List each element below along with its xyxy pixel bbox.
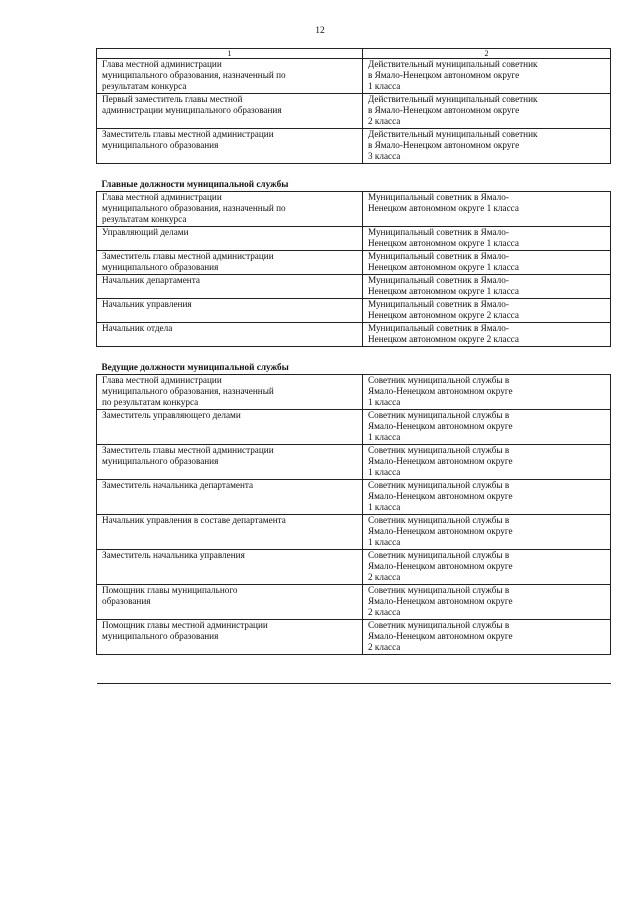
table-row [97, 620, 611, 655]
table-row [97, 94, 611, 129]
position-cell: Заместитель главы местной администрации муниципального образования [97, 129, 363, 164]
rank-cell: Муниципальный советник в Ямало- Ненецком автономном округе 1 класса [363, 227, 611, 251]
rank-cell: Муниципальный советник в Ямало- Ненецком автономном округе 1 класса [363, 192, 611, 227]
column-number: 1 [97, 49, 363, 59]
section-heading-row [97, 164, 611, 192]
positions-table [96, 48, 611, 684]
column-number: 2 [363, 49, 611, 59]
position-cell: Помощник главы муниципального образования [97, 585, 363, 620]
positions-table-body [97, 49, 611, 684]
position-cell: Заместитель главы местной администрации муниципального образования [97, 445, 363, 480]
position-cell: Глава местной администрации муниципального образования, назначенный по результатам конкурса [97, 192, 363, 227]
table-row [97, 445, 611, 480]
rank-cell: Советник муниципальной службы в Ямало-Ненецком автономном округе 1 класса [363, 445, 611, 480]
rank-cell: Советник муниципальной службы в Ямало-Ненецком автономном округе 2 класса [363, 550, 611, 585]
position-cell: Начальник отдела [97, 323, 363, 347]
table-row [97, 550, 611, 585]
table-row [97, 480, 611, 515]
table-row [97, 129, 611, 164]
rank-cell: Советник муниципальной службы в Ямало-Ненецком автономном округе 1 класса [363, 515, 611, 550]
section-heading-row [97, 347, 611, 375]
rank-cell: Муниципальный советник в Ямало- Ненецком автономном округе 2 класса [363, 299, 611, 323]
table-row [97, 410, 611, 445]
position-cell: Заместитель управляющего делами [97, 410, 363, 445]
rank-cell: Действительный муниципальный советник в Ямало-Ненецком автономном округе 1 класса [363, 59, 611, 94]
rank-cell: Муниципальный советник в Ямало- Ненецком автономном округе 1 класса [363, 251, 611, 275]
position-cell: Заместитель главы местной администрации муниципального образования [97, 251, 363, 275]
table-row [97, 227, 611, 251]
table-row [97, 585, 611, 620]
rank-cell: Советник муниципальной службы в Ямало-Ненецком автономном округе 1 класса [363, 410, 611, 445]
section-heading: Ведущие должности муниципальной службы [97, 347, 611, 375]
table-row [97, 375, 611, 410]
rank-cell: Действительный муниципальный советник в Ямало-Ненецком автономном округе 2 класса [363, 94, 611, 129]
position-cell: Глава местной администрации муниципального образования, назначенный по результатам конкурса [97, 59, 363, 94]
rank-cell: Советник муниципальной службы в Ямало-Ненецком автономном округе 1 класса [363, 480, 611, 515]
rank-cell: Муниципальный советник в Ямало- Ненецком автономном округе 1 класса [363, 275, 611, 299]
empty-cell [97, 655, 611, 684]
position-cell: Начальник департамента [97, 275, 363, 299]
position-cell: Помощник главы местной администрации муниципального образования [97, 620, 363, 655]
table-row [97, 59, 611, 94]
column-number-row [97, 49, 611, 59]
position-cell: Заместитель начальника управления [97, 550, 363, 585]
rank-cell: Советник муниципальной службы в Ямало-Ненецком автономном округе 1 класса [363, 375, 611, 410]
rank-cell: Советник муниципальной службы в Ямало-Ненецком автономном округе 2 класса [363, 585, 611, 620]
table-bottom-gap [97, 655, 611, 684]
table-row [97, 515, 611, 550]
table-row [97, 251, 611, 275]
table-row [97, 192, 611, 227]
rank-cell: Советник муниципальной службы в Ямало-Ненецком автономном округе 2 класса [363, 620, 611, 655]
table-row [97, 299, 611, 323]
position-cell: Заместитель начальника департамента [97, 480, 363, 515]
position-cell: Управляющий делами [97, 227, 363, 251]
rank-cell: Муниципальный советник в Ямало- Ненецком автономном округе 2 класса [363, 323, 611, 347]
position-cell: Начальник управления в составе департамента [97, 515, 363, 550]
table-row [97, 275, 611, 299]
section-heading: Главные должности муниципальной службы [97, 164, 611, 192]
table-row [97, 323, 611, 347]
page-number: 12 [315, 26, 325, 36]
position-cell: Начальник управления [97, 299, 363, 323]
position-cell: Первый заместитель главы местной администрации муниципального образования [97, 94, 363, 129]
position-cell: Глава местной администрации муниципального образования, назначенный по результатам конкурса [97, 375, 363, 410]
rank-cell: Действительный муниципальный советник в Ямало-Ненецком автономном округе 3 класса [363, 129, 611, 164]
